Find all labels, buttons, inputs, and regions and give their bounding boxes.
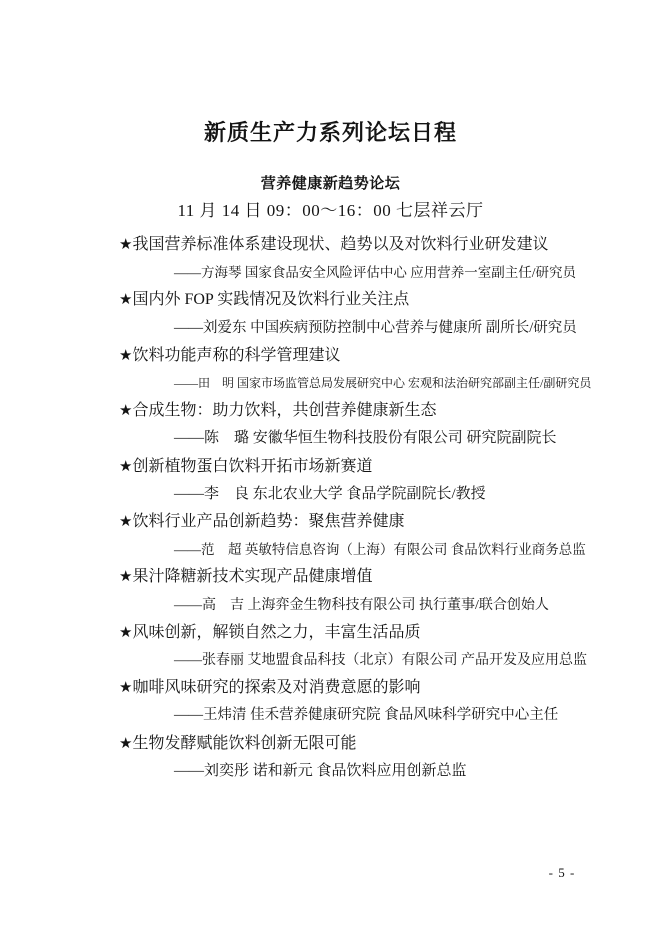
topic-line	[119, 674, 661, 702]
topic-text: 饮料行业产品创新趋势：聚焦营养健康	[132, 513, 405, 531]
speaker-text: 刘奕彤 诺和新元 食品饮料应用创新总监	[204, 762, 467, 779]
agenda-item	[0, 397, 661, 452]
speaker-line	[174, 647, 661, 674]
topic-text: 饮料功能声称的科学管理建议	[132, 346, 341, 364]
dash-mark: ——	[174, 597, 202, 613]
speaker-text: 刘爱东 中国疾病预防控制中心营养与健康所 副所长/研究员	[203, 319, 577, 336]
star-bullet-icon: ★	[119, 624, 133, 641]
agenda-item	[0, 342, 661, 397]
topic-line	[119, 286, 661, 314]
topic-text: 国内外 FOP 实践情况及饮料行业关注点	[132, 291, 410, 309]
speaker-text: 张春丽 艾地盟食品科技（北京）有限公司 产品开发及应用总监	[202, 653, 587, 669]
star-bullet-icon: ★	[119, 237, 133, 253]
agenda-list	[0, 231, 661, 785]
speaker-text: 田 明 国家市场监管总局发展研究中心 宏观和法治研究部副主任/副研究员	[198, 376, 592, 391]
dash-mark: ——	[174, 653, 202, 669]
page-title: 新质生产力系列论坛日程	[203, 120, 457, 145]
topic-line	[119, 231, 661, 259]
dash-mark: ——	[174, 376, 198, 391]
dash-mark: ——	[174, 762, 204, 779]
speaker-line	[174, 536, 661, 563]
agenda-item	[0, 508, 661, 563]
topic-line	[119, 508, 661, 536]
page-number: - 5 -	[548, 865, 576, 880]
topic-line	[119, 453, 661, 481]
topic-line	[119, 730, 661, 758]
topic-line	[119, 563, 661, 591]
topic-line	[119, 619, 661, 647]
date-location: 11 月 14 日 09：00～16：00 七层祥云厅	[177, 201, 484, 220]
speaker-text: 王炜清 佳禾营养健康研究院 食品风味科学研究中心主任	[203, 707, 559, 724]
speaker-line	[174, 481, 661, 508]
speaker-line	[174, 370, 661, 397]
dash-mark: ——	[174, 319, 203, 336]
agenda-item	[0, 674, 661, 729]
speaker-text: 范 超 英敏特信息咨询（上海）有限公司 食品饮料行业商务总监	[201, 542, 586, 558]
agenda-item	[0, 730, 661, 785]
star-bullet-icon: ★	[119, 458, 133, 475]
agenda-item	[0, 563, 661, 618]
speaker-line	[174, 425, 661, 452]
speaker-line	[174, 315, 661, 342]
topic-text: 我国营养标准体系建设现状、趋势以及对饮料行业研发建议	[132, 236, 549, 253]
speaker-text: 李 良 东北农业大学 食品学院副院长/教授	[204, 485, 486, 502]
topic-line	[119, 397, 661, 425]
agenda-item	[0, 453, 661, 508]
star-bullet-icon: ★	[119, 292, 133, 309]
speaker-line	[174, 702, 661, 729]
speaker-text: 方海琴 国家食品安全风险评估中心 应用营养一室副主任/研究员	[201, 265, 576, 281]
dash-mark: ——	[174, 265, 201, 281]
speaker-line	[174, 592, 661, 619]
topic-text: 咖啡风味研究的探索及对消费意愿的影响	[132, 679, 421, 697]
agenda-item	[0, 619, 661, 674]
star-bullet-icon: ★	[119, 514, 133, 531]
topic-text: 果汁降糖新技术实现产品健康增值	[132, 568, 373, 586]
star-bullet-icon: ★	[119, 680, 133, 697]
agenda-item	[0, 286, 661, 341]
speaker-text: 陈 璐 安徽华恒生物科技股份有限公司 研究院副院长	[204, 430, 557, 447]
topic-text: 创新植物蛋白饮料开拓市场新赛道	[132, 457, 373, 475]
dash-mark: ——	[174, 430, 204, 447]
topic-text: 生物发酵赋能饮料创新无限可能	[132, 734, 357, 752]
dash-mark: ——	[174, 485, 204, 502]
topic-text: 风味创新，解锁自然之力，丰富生活品质	[132, 623, 421, 641]
star-bullet-icon: ★	[119, 735, 133, 752]
dash-mark: ——	[174, 542, 201, 558]
speaker-line	[174, 758, 661, 785]
dash-mark: ——	[174, 707, 203, 724]
star-bullet-icon: ★	[119, 569, 133, 586]
forum-subtitle: 营养健康新趋势论坛	[260, 175, 401, 192]
agenda-item	[0, 231, 661, 286]
speaker-line	[174, 259, 661, 286]
star-bullet-icon: ★	[119, 403, 133, 420]
topic-line	[119, 342, 661, 370]
star-bullet-icon: ★	[119, 347, 133, 364]
topic-text: 合成生物：助力饮料，共创营养健康新生态	[132, 402, 437, 420]
speaker-text: 高 吉 上海弈金生物科技有限公司 执行董事/联合创始人	[202, 597, 549, 613]
